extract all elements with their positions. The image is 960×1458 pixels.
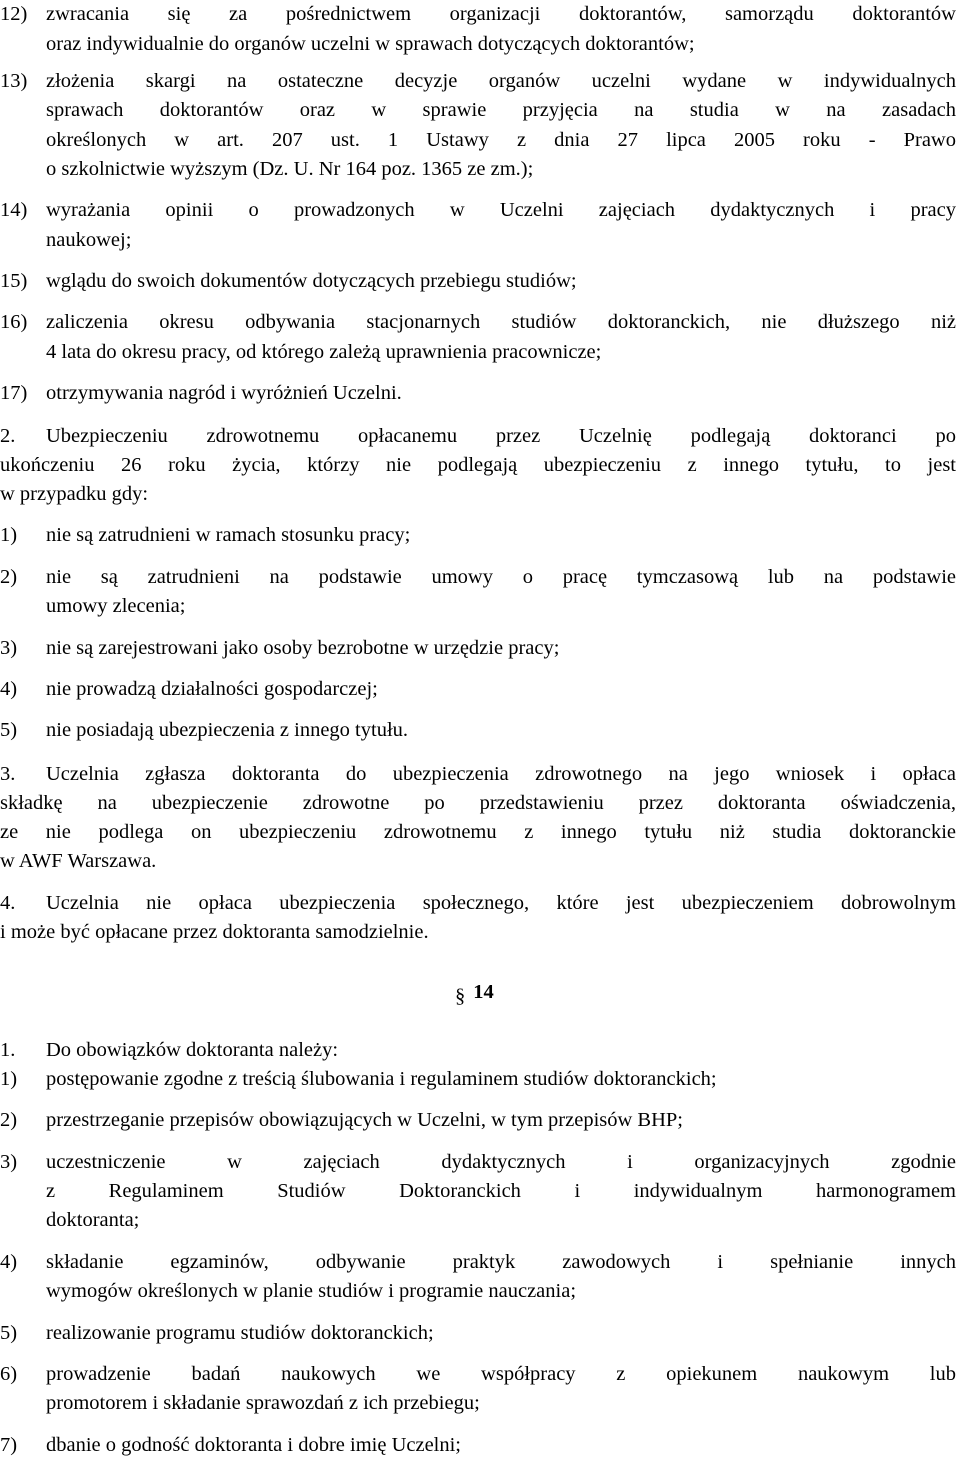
- point-number: 4.: [0, 892, 16, 914]
- list-item-line: doktoranta;: [46, 1209, 140, 1231]
- list-number: 13): [0, 70, 28, 92]
- list-item-line: postępowanie zgodne z treścią ślubowania i regulaminem studiów doktoranckich;: [46, 1068, 717, 1090]
- list-item-line: nie posiadają ubezpieczenia z innego tytułu.: [46, 719, 409, 741]
- list-number: 17): [0, 382, 28, 404]
- list-item-line: nie prowadzą działalności gospodarczej;: [46, 678, 378, 700]
- paragraph-line: w AWF Warszawa.: [0, 850, 157, 872]
- section-number: 14: [473, 981, 494, 1003]
- point-number: 3.: [0, 763, 16, 785]
- list-number: 1): [0, 1068, 18, 1090]
- paragraph-line: Uczelnia nie opłaca ubezpieczenia społecznego, które jest ubezpieczeniem dobrowolnym: [46, 892, 956, 914]
- list-number: 14): [0, 199, 28, 221]
- list-item-line: z Regulaminem Studiów Doktoranckich i indywidualnym harmonogramem: [46, 1180, 956, 1202]
- list-number: 12): [0, 3, 28, 25]
- list-number: 4): [0, 678, 18, 700]
- paragraph-line: składkę na ubezpieczenie zdrowotne po przedstawieniu przez doktoranta oświadczenia,: [0, 792, 956, 814]
- list-item-line: określonych w art. 207 ust. 1 Ustawy z dnia 27 lipca 2005 roku - Prawo: [46, 129, 956, 151]
- paragraph-line: i może być opłacane przez doktoranta samodzielnie.: [0, 921, 429, 943]
- list-number: 3): [0, 637, 18, 659]
- list-item-line: otrzymywania nagród i wyróżnień Uczelni.: [46, 382, 402, 404]
- paragraph-line: ze nie podlega on ubezpieczeniu zdrowotnemu z innego tytułu niż studia doktoranckie: [0, 821, 956, 843]
- list-number: 1): [0, 524, 18, 546]
- list-item-line: przestrzeganie przepisów obowiązujących w Uczelni, w tym przepisów BHP;: [46, 1109, 684, 1131]
- list-item-line: wyrażania opinii o prowadzonych w Uczelni zajęciach dydaktycznych i pracy: [46, 199, 956, 221]
- list-number: 7): [0, 1434, 18, 1456]
- paragraph-line: Uczelnia zgłasza doktoranta do ubezpieczenia zdrowotnego na jego wniosek i opłaca: [46, 763, 956, 785]
- list-item-line: oraz indywidualnie do organów uczelni w sprawach dotyczących doktorantów;: [46, 33, 695, 55]
- list-number: 2): [0, 1109, 18, 1131]
- list-number: 3): [0, 1151, 18, 1173]
- list-item-line: wymogów określonych w planie studiów i programie nauczania;: [46, 1280, 577, 1302]
- list-item-line: realizowanie programu studiów doktoranckich;: [46, 1322, 434, 1344]
- paragraph-line: w przypadku gdy:: [0, 483, 149, 505]
- list-item-line: umowy zlecenia;: [46, 595, 186, 617]
- list-number: 2): [0, 566, 18, 588]
- list-item-line: nie są zarejestrowani jako osoby bezrobotne w urzędzie pracy;: [46, 637, 560, 659]
- list-item-line: zwracania się za pośrednictwem organizacji doktorantów, samorządu doktorantów: [46, 3, 956, 25]
- list-item-line: o szkolnictwie wyższym (Dz. U. Nr 164 poz. 1365 ze zm.);: [46, 158, 534, 180]
- list-item-line: składanie egzaminów, odbywanie praktyk zawodowych i spełnianie innych: [46, 1251, 956, 1273]
- list-item-line: nie są zatrudnieni na podstawie umowy o pracę tymczasową lub na podstawie: [46, 566, 956, 588]
- list-number: 15): [0, 270, 28, 292]
- list-item-line: uczestniczenie w zajęciach dydaktycznych i organizacyjnych zgodnie: [46, 1151, 956, 1173]
- list-item-line: dbanie o godność doktoranta i dobre imię Uczelni;: [46, 1434, 462, 1456]
- section-sign: §: [455, 985, 466, 1007]
- list-number: 16): [0, 311, 28, 333]
- list-item-line: nie są zatrudnieni w ramach stosunku pracy;: [46, 524, 411, 546]
- paragraph-line: Ubezpieczeniu zdrowotnemu opłacanemu przez Uczelnię podlegają doktoranci po: [46, 425, 956, 447]
- list-item-line: naukowej;: [46, 229, 132, 251]
- list-item-line: wglądu do swoich dokumentów dotyczących przebiegu studiów;: [46, 270, 577, 292]
- list-number: 5): [0, 719, 18, 741]
- paragraph-line: ukończeniu 26 roku życia, którzy nie podlegają ubezpieczeniu z innego tytułu, to jest: [0, 454, 956, 476]
- list-number: 6): [0, 1363, 18, 1385]
- list-number: 4): [0, 1251, 18, 1273]
- paragraph-line: Do obowiązków doktoranta należy:: [46, 1039, 339, 1061]
- list-item-line: złożenia skargi na ostateczne decyzje organów uczelni wydane w indywidualnych: [46, 70, 956, 92]
- list-item-line: promotorem i składanie sprawozdań z ich przebiegu;: [46, 1392, 480, 1414]
- point-number: 1.: [0, 1039, 16, 1061]
- point-number: 2.: [0, 425, 16, 447]
- list-item-line: zaliczenia okresu odbywania stacjonarnych studiów doktoranckich, nie dłuższego niż: [46, 311, 956, 333]
- list-item-line: 4 lata do okresu pracy, od którego zależą uprawnienia pracownicze;: [46, 341, 602, 363]
- list-item-line: prowadzenie badań naukowych we współpracy z opiekunem naukowym lub: [46, 1363, 956, 1385]
- section-heading: [455, 981, 515, 1007]
- list-item-line: sprawach doktorantów oraz w sprawie przyjęcia na studia w na zasadach: [46, 99, 956, 121]
- list-number: 5): [0, 1322, 18, 1344]
